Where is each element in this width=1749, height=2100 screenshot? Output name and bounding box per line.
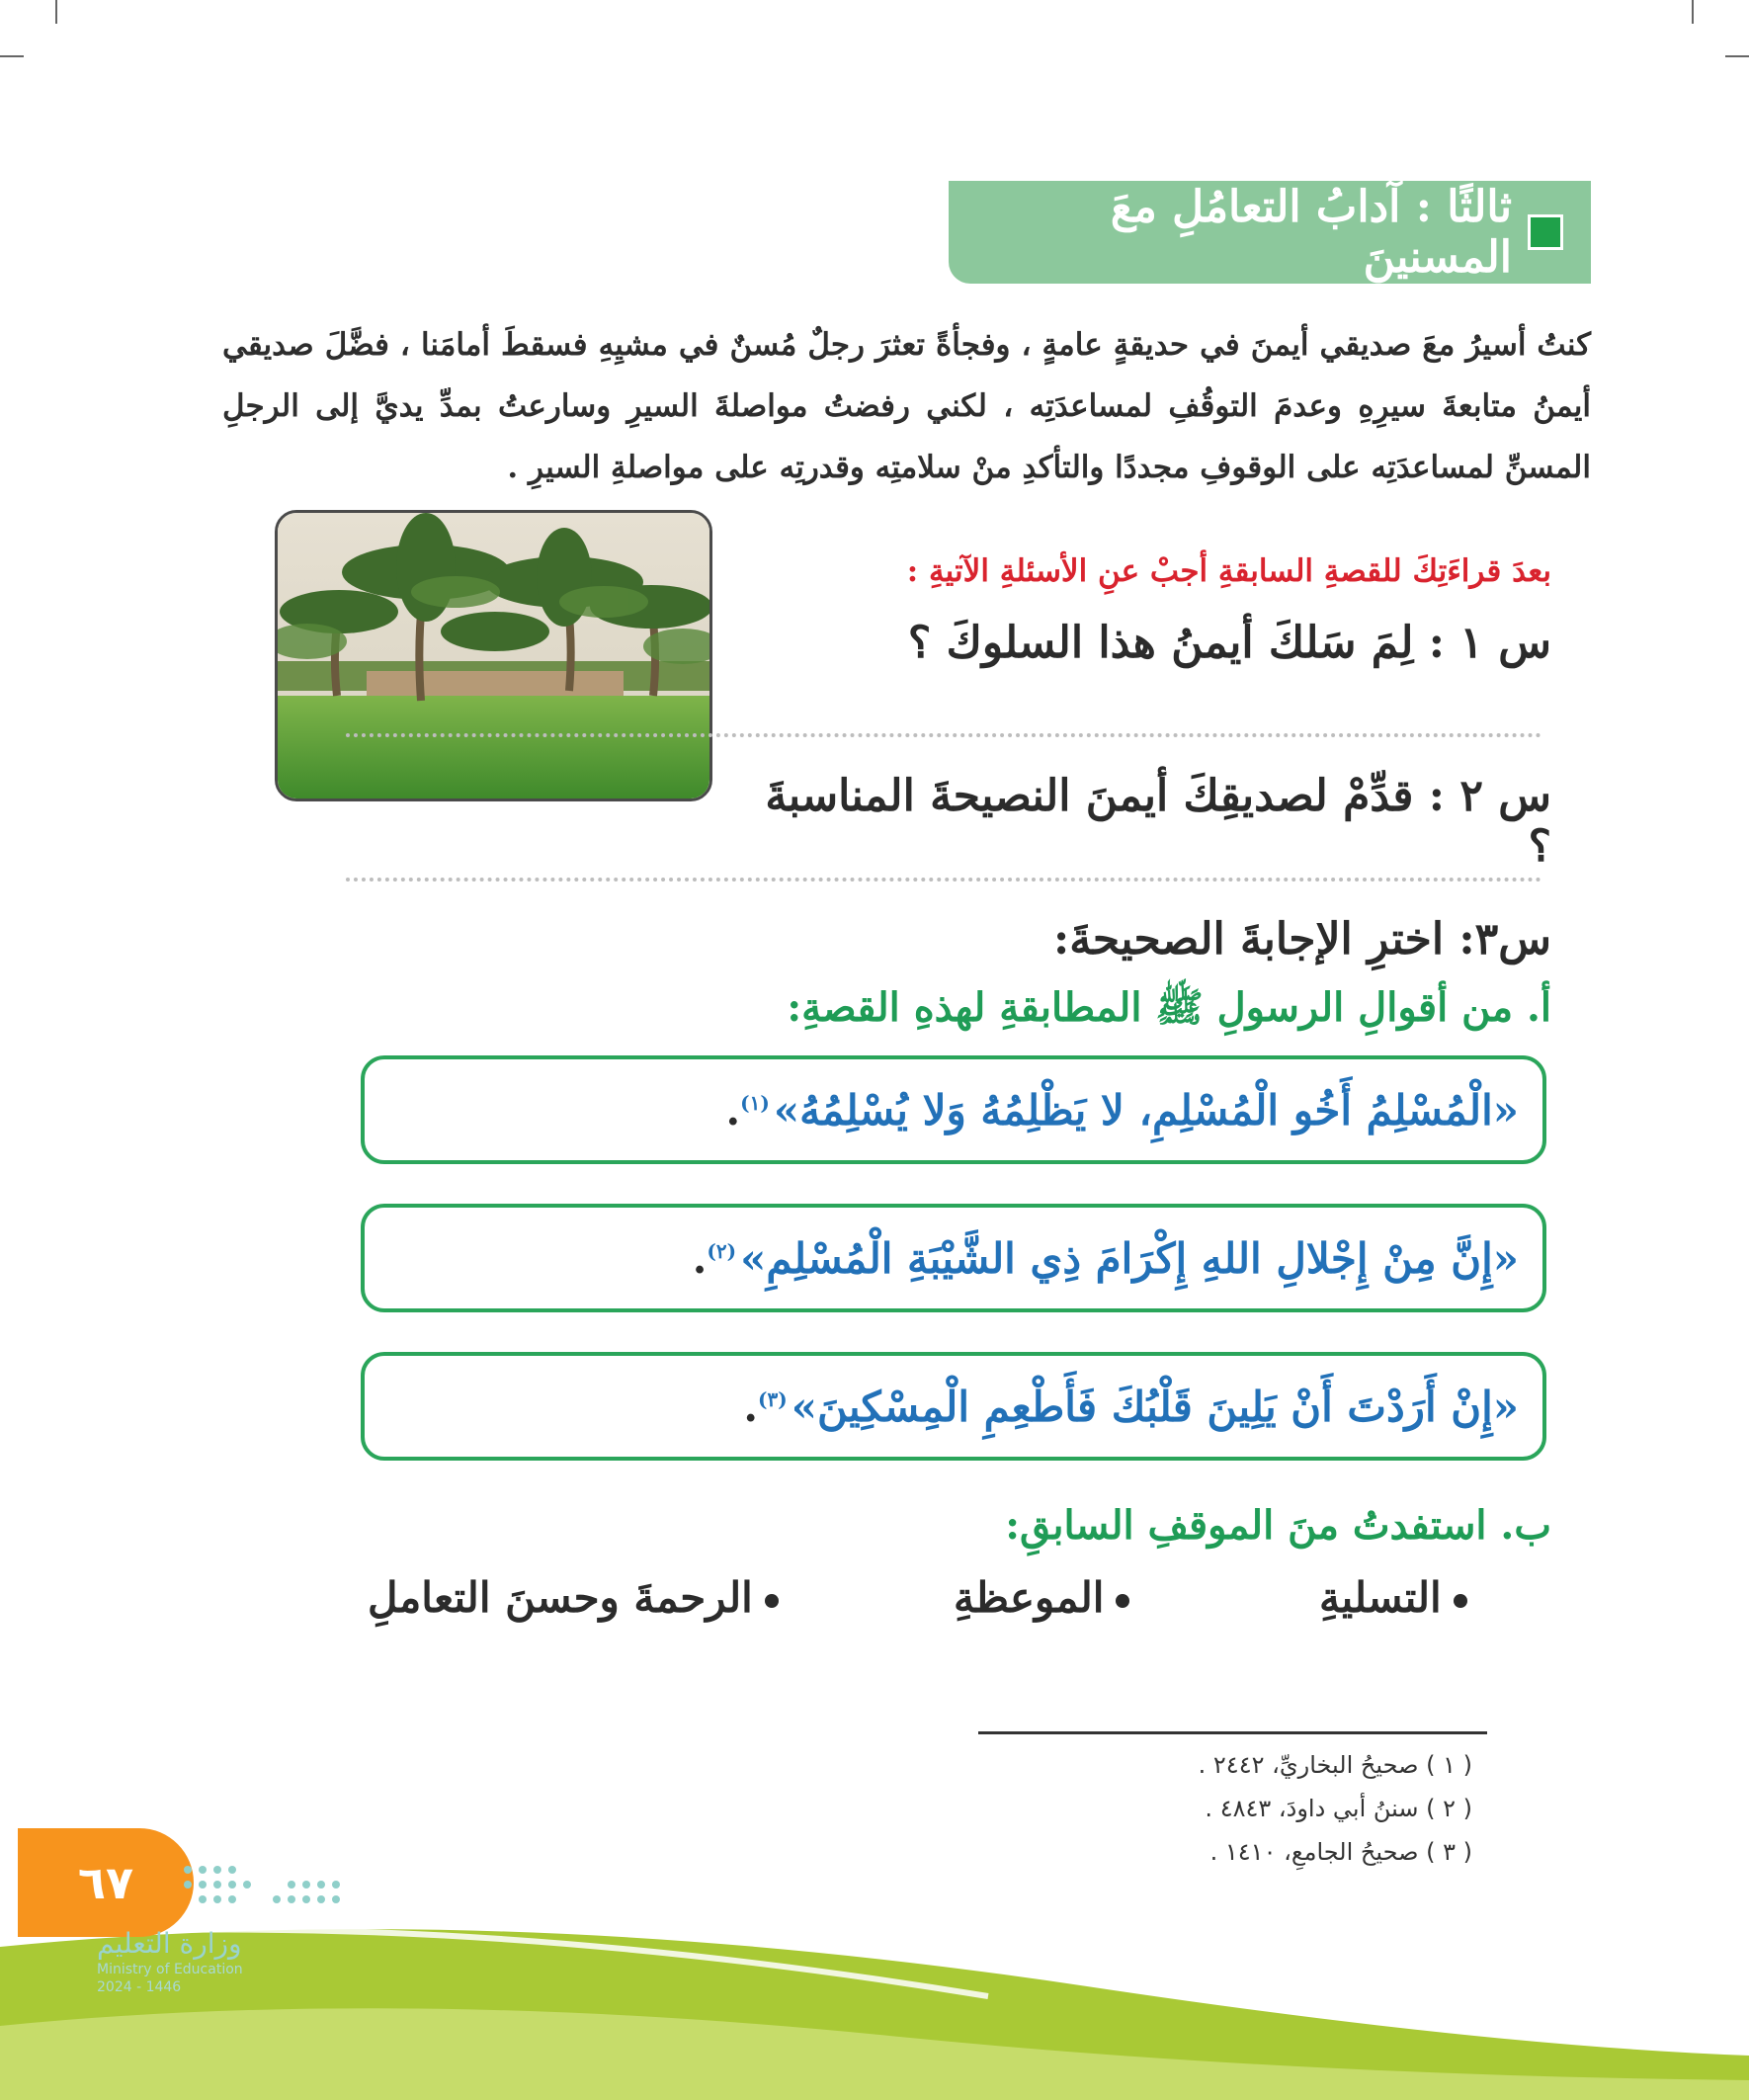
choice-label: التسليةِ xyxy=(1319,1573,1442,1622)
part-b-label: ب. استفدتُ منَ الموقفِ السابقِ: xyxy=(1005,1502,1551,1549)
section-header xyxy=(949,181,1591,284)
ministry-english: Ministry of Education xyxy=(97,1962,243,1977)
section-title: ثالثًا : آدابُ التعامُلِ معَ المسنينَ xyxy=(1110,182,1512,283)
story-paragraph: كنتُ أسيرُ معَ صديقي أيمنَ في حديقةٍ عامةٍ ، وفجأةً تعثرَ رجلٌ مُسنٌ في مشيِهِ فسقطَ أمامَنا ، فضَّلَ صديقي أيمنُ متابعةَ سيرِهِ وعدمَ التوقُفِ لمساعدَتِه ، لكني رفضتُ مواصلةَ السيرِ وسارعتُ بمدِّ يديَّ إلى الرجلِ المسنِّ لمساعدَتِه على الوقوفِ مجددًا والتأكدِ منْ سلامتِه وقدرتِه على مواصلةِ السيرِ . xyxy=(222,327,1591,485)
period: . xyxy=(743,1382,758,1431)
ministry-logo-dots-icon xyxy=(178,1860,351,1919)
bullet-icon xyxy=(1116,1594,1129,1608)
answer-line-2[interactable] xyxy=(346,878,1541,882)
ministry-logo xyxy=(97,1927,285,1996)
choice-sermon[interactable] xyxy=(954,1573,1129,1622)
hadith-text: «إِنَّ مِنْ إِجْلالِ اللهِ إِكْرَامَ ذِي الشَّيْبَةِ الْمُسْلِمِ» xyxy=(740,1233,1519,1283)
part-a-label: أ. من أقوالِ الرسولِ ﷺ المطابقةِ لهذهِ القصةِ: xyxy=(787,984,1551,1031)
answer-line-1[interactable] xyxy=(346,733,1541,737)
hadith-option-1[interactable] xyxy=(361,1055,1546,1164)
page-number: ٦٧ xyxy=(77,1856,134,1909)
choice-label: الرحمةَ وحسنَ التعاملِ xyxy=(368,1573,753,1622)
question-3: س٣: اخترِ الإجابةَ الصحيحةَ: xyxy=(1053,914,1551,965)
question-2: س ٢ : قدِّمْ لصديقِكَ أيمنَ النصيحةَ المناسبةَ ؟ xyxy=(765,771,1551,872)
hadith-text: «الْمُسْلِمُ أَخُو الْمُسْلِمِ، لا يَظْلِمُهُ وَلا يُسْلِمُهُ» xyxy=(773,1085,1519,1134)
footnote-1: ( ١ ) صحيحُ البخاريِّ، ٢٤٤٢ . xyxy=(1198,1751,1472,1779)
ministry-year: 2024 - 1446 xyxy=(97,1979,182,1995)
footnote-ref: (١) xyxy=(740,1090,770,1115)
bullet-icon xyxy=(1454,1594,1467,1608)
crop-mark xyxy=(0,55,24,57)
footnote-ref: (٣) xyxy=(758,1386,788,1411)
palm-park-illustration xyxy=(278,513,709,798)
choice-entertainment[interactable] xyxy=(1319,1573,1467,1622)
hadith-text: «إِنْ أَرَدْتَ أَنْ يَلِينَ قَلْبُكَ فَأَطْعِمِ الْمِسْكِينَ» xyxy=(791,1382,1519,1431)
choice-mercy[interactable] xyxy=(368,1573,779,1622)
choice-label: الموعظةِ xyxy=(954,1573,1105,1622)
instruction-text: بعدَ قراءَتِكَ للقصةِ السابقةِ أجبْ عنِ الأسئلةِ الآتيةِ : xyxy=(906,553,1551,589)
square-bullet-icon xyxy=(1528,214,1563,250)
question-1: س ١ : لِمَ سَلكَ أيمنُ هذا السلوكَ ؟ xyxy=(907,618,1551,668)
footnote-3: ( ٣ ) صحيحُ الجامعِ، ١٤١٠ . xyxy=(1209,1838,1472,1866)
hadith-option-2[interactable] xyxy=(361,1204,1546,1312)
footnote-divider xyxy=(978,1731,1487,1734)
footnote-2: ( ٢ ) سننُ أبي داودَ، ٤٨٤٣ . xyxy=(1205,1795,1472,1822)
crop-mark xyxy=(55,0,57,24)
period: . xyxy=(692,1233,708,1283)
footnotes xyxy=(978,1743,1472,1874)
page-number-tab xyxy=(18,1828,194,1937)
footnote-ref: (٢) xyxy=(707,1238,737,1263)
crop-mark xyxy=(1692,0,1694,24)
period: . xyxy=(725,1085,741,1134)
ministry-arabic: وزارة التعليم xyxy=(97,1927,242,1960)
park-photo xyxy=(275,510,712,801)
bullet-icon xyxy=(765,1594,779,1608)
crop-mark xyxy=(1725,55,1749,57)
hadith-option-3[interactable] xyxy=(361,1352,1546,1461)
